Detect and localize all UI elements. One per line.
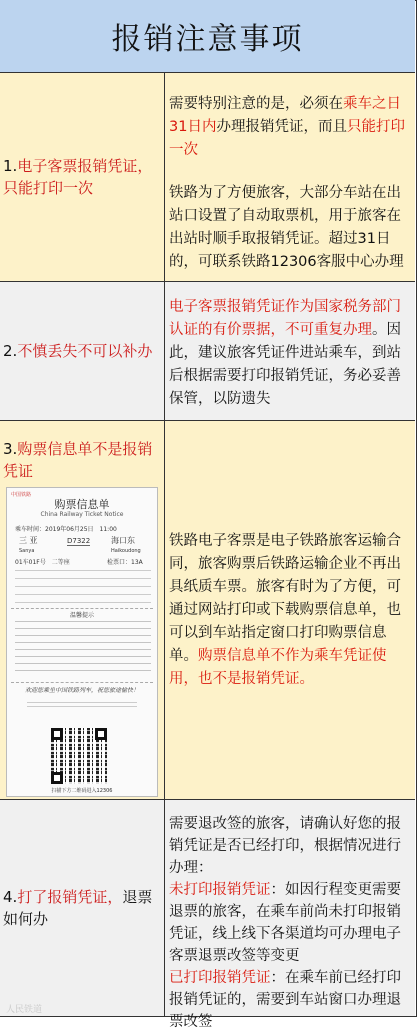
row-paragraph: 需要退改签的旅客，请确认好您的报销凭证是否已经打印，根据情况进行办理： [169, 816, 401, 876]
row-number: 4. [3, 888, 18, 906]
table-row [0, 73, 415, 282]
ticket-details [15, 570, 151, 604]
row-label-text: 退票如何办 [3, 888, 153, 928]
highlight-text: 已打印报销凭证 [169, 970, 271, 986]
highlight-text: 只能打印一次 [169, 119, 405, 158]
text: ：如因行程变更需要退票的旅客，在乘车前尚未打印报销凭证，线上线下各渠道均可办理电子客票退票改签等变更 [169, 882, 401, 964]
highlight-text: 购票信息单不作为乘车凭证使用，也不是报销凭证。 [169, 647, 387, 687]
divider [11, 608, 153, 609]
ticket-footnote [27, 702, 137, 710]
table-row [0, 282, 415, 421]
ticket-train: D7322 [67, 537, 91, 545]
ticket-to: 海口东 [111, 536, 135, 545]
text: ：在乘车前已经打印报销凭证的，需要到车站窗口办理退票改签 [169, 970, 401, 1030]
row-label [0, 73, 165, 281]
ticket-bottom-text: 扫描下方二维码进入12306 [51, 788, 113, 794]
ticket-seat: 01车01F号 二等座 [15, 559, 70, 566]
row-number: 3. [3, 440, 18, 458]
row-content [166, 282, 415, 420]
row-content [166, 800, 415, 1030]
table-row [0, 421, 415, 800]
text: 铁路电子客票是电子铁路旅客运输合同，旅客购票后铁路运输企业不再出具纸质车票。旅客有时为了方便，可通过网站打印或下载购票信息单，也可以到车站指定窗口打印购票信息单。 [169, 532, 401, 664]
row-label-text: 电子客票报销凭证，只能打印一次 [3, 157, 153, 197]
ticket-date: 乘车时间：2019年06月25日 11:00 [15, 526, 117, 533]
row-paragraph [169, 530, 413, 691]
row-label [0, 282, 165, 420]
table-row [0, 800, 415, 1030]
ticket-from: 三 亚 [19, 536, 38, 545]
row-paragraph [169, 296, 413, 411]
ticket-notice-title: 温馨提示 [69, 612, 94, 619]
qr-code-icon [51, 728, 107, 784]
row-label-text: 打了报销凭证， [17, 888, 123, 906]
ticket-notice-text [15, 621, 151, 677]
row-paragraph [169, 967, 413, 1033]
row-content [166, 73, 415, 281]
highlight-text: 乘车之日31日内 [169, 96, 401, 135]
row-number: 1. [3, 157, 18, 175]
highlight-text: 未打印报销凭证 [169, 882, 271, 898]
ticket-subtitle: China Railway Ticket Notice [40, 511, 124, 518]
row-number: 2. [3, 342, 18, 360]
page-title: 报销注意事项 [0, 0, 415, 73]
row-paragraph: 铁路为了方便旅客，大部分车站在出站口设置了自动取票机，用于旅客在出站时顺手取报销凭证。超过31日的，可联系铁路12306客服中心办理 [169, 185, 404, 270]
ticket-notice-image [6, 487, 158, 797]
highlight-text: 电子客票报销凭证作为国家税务部门认证的有价票据，不可重复办理 [169, 299, 401, 338]
row-label [0, 421, 165, 799]
text: 需要特别注意的是，必须在 [169, 96, 343, 112]
row-label-text: 购票信息单不是报销凭证 [3, 440, 153, 480]
text: 办理报销凭证，而且 [216, 119, 347, 135]
watermark: 人民铁道 [6, 1005, 43, 1015]
row-paragraph [169, 93, 413, 162]
ticket-from-en: Sanya [19, 548, 35, 554]
row-content [166, 421, 415, 799]
ticket-to-en: Haikoudong [111, 548, 141, 554]
railway-logo: 中国铁路 [11, 492, 32, 498]
text: 。因此，建议旅客凭证件进站乘车，到站后根据需要打印报销凭证，务必妥善保管，以防遗失 [169, 322, 401, 407]
row-paragraph [169, 879, 413, 967]
ticket-footer: 欢迎您乘坐中国铁路列车，祝您旅途愉快！ [24, 687, 139, 694]
row-label [0, 800, 165, 1016]
row-label-text: 不慎丢失不可以补办 [17, 342, 153, 360]
ticket-title: 购票信息单 [54, 498, 110, 511]
ticket-check: 检票口：13A [107, 559, 143, 566]
divider [11, 682, 153, 683]
